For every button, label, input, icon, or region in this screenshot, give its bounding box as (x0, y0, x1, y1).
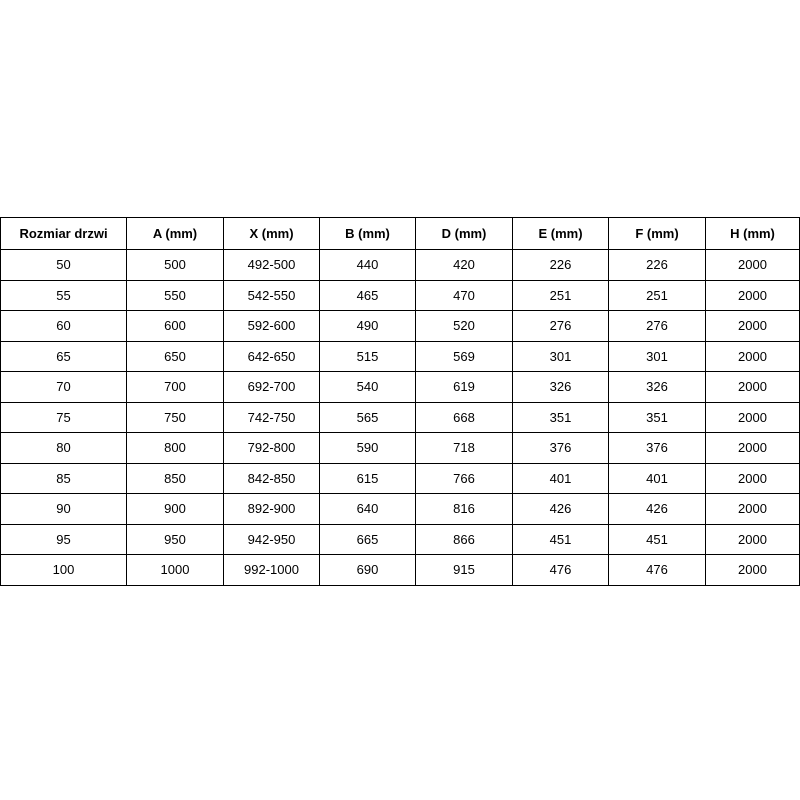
cell-x-mm: 792-800 (224, 433, 320, 464)
table-header-row (1, 218, 800, 250)
cell-d-mm: 619 (416, 372, 513, 403)
table-row (1, 463, 800, 494)
cell-a-mm: 1000 (127, 555, 224, 586)
table-row (1, 250, 800, 281)
header-b-mm: B (mm) (320, 218, 416, 250)
dimensions-table (0, 217, 800, 586)
cell-b-mm: 590 (320, 433, 416, 464)
cell-d-mm: 766 (416, 463, 513, 494)
header-f-mm: F (mm) (609, 218, 706, 250)
cell-b-mm: 690 (320, 555, 416, 586)
cell-e-mm: 451 (513, 524, 609, 555)
cell-door-size: 95 (1, 524, 127, 555)
table-row (1, 494, 800, 525)
cell-f-mm: 376 (609, 433, 706, 464)
cell-a-mm: 950 (127, 524, 224, 555)
cell-f-mm: 401 (609, 463, 706, 494)
cell-door-size: 70 (1, 372, 127, 403)
cell-b-mm: 440 (320, 250, 416, 281)
cell-door-size: 80 (1, 433, 127, 464)
cell-f-mm: 251 (609, 280, 706, 311)
dimensions-table-container (0, 217, 799, 586)
cell-d-mm: 866 (416, 524, 513, 555)
cell-a-mm: 700 (127, 372, 224, 403)
cell-b-mm: 615 (320, 463, 416, 494)
cell-door-size: 100 (1, 555, 127, 586)
cell-h-mm: 2000 (706, 402, 800, 433)
header-e-mm: E (mm) (513, 218, 609, 250)
cell-f-mm: 476 (609, 555, 706, 586)
cell-h-mm: 2000 (706, 341, 800, 372)
cell-f-mm: 451 (609, 524, 706, 555)
cell-d-mm: 420 (416, 250, 513, 281)
table-row (1, 372, 800, 403)
table-row (1, 402, 800, 433)
table-row (1, 555, 800, 586)
cell-d-mm: 668 (416, 402, 513, 433)
cell-d-mm: 915 (416, 555, 513, 586)
cell-a-mm: 600 (127, 311, 224, 342)
cell-h-mm: 2000 (706, 463, 800, 494)
cell-a-mm: 900 (127, 494, 224, 525)
cell-d-mm: 520 (416, 311, 513, 342)
cell-a-mm: 550 (127, 280, 224, 311)
cell-door-size: 85 (1, 463, 127, 494)
cell-h-mm: 2000 (706, 250, 800, 281)
cell-h-mm: 2000 (706, 494, 800, 525)
cell-f-mm: 301 (609, 341, 706, 372)
cell-h-mm: 2000 (706, 555, 800, 586)
cell-e-mm: 401 (513, 463, 609, 494)
cell-b-mm: 565 (320, 402, 416, 433)
cell-a-mm: 650 (127, 341, 224, 372)
cell-b-mm: 540 (320, 372, 416, 403)
cell-f-mm: 276 (609, 311, 706, 342)
cell-d-mm: 569 (416, 341, 513, 372)
cell-a-mm: 800 (127, 433, 224, 464)
header-x-mm: X (mm) (224, 218, 320, 250)
cell-e-mm: 251 (513, 280, 609, 311)
cell-door-size: 65 (1, 341, 127, 372)
cell-x-mm: 692-700 (224, 372, 320, 403)
cell-f-mm: 326 (609, 372, 706, 403)
cell-d-mm: 718 (416, 433, 513, 464)
cell-b-mm: 640 (320, 494, 416, 525)
header-door-size: Rozmiar drzwi (1, 218, 127, 250)
cell-h-mm: 2000 (706, 433, 800, 464)
cell-door-size: 75 (1, 402, 127, 433)
cell-e-mm: 376 (513, 433, 609, 464)
table-row (1, 280, 800, 311)
cell-h-mm: 2000 (706, 311, 800, 342)
cell-door-size: 55 (1, 280, 127, 311)
table-row (1, 433, 800, 464)
cell-f-mm: 426 (609, 494, 706, 525)
cell-e-mm: 301 (513, 341, 609, 372)
cell-f-mm: 226 (609, 250, 706, 281)
cell-x-mm: 742-750 (224, 402, 320, 433)
header-d-mm: D (mm) (416, 218, 513, 250)
cell-x-mm: 892-900 (224, 494, 320, 525)
cell-d-mm: 816 (416, 494, 513, 525)
header-h-mm: H (mm) (706, 218, 800, 250)
cell-b-mm: 515 (320, 341, 416, 372)
table-row (1, 524, 800, 555)
cell-door-size: 50 (1, 250, 127, 281)
table-body (1, 250, 800, 586)
cell-e-mm: 276 (513, 311, 609, 342)
cell-e-mm: 426 (513, 494, 609, 525)
cell-h-mm: 2000 (706, 524, 800, 555)
cell-e-mm: 326 (513, 372, 609, 403)
cell-e-mm: 351 (513, 402, 609, 433)
cell-a-mm: 750 (127, 402, 224, 433)
cell-b-mm: 490 (320, 311, 416, 342)
cell-x-mm: 542-550 (224, 280, 320, 311)
cell-a-mm: 500 (127, 250, 224, 281)
cell-e-mm: 226 (513, 250, 609, 281)
cell-x-mm: 492-500 (224, 250, 320, 281)
cell-door-size: 90 (1, 494, 127, 525)
cell-a-mm: 850 (127, 463, 224, 494)
cell-f-mm: 351 (609, 402, 706, 433)
table-row (1, 341, 800, 372)
cell-d-mm: 470 (416, 280, 513, 311)
cell-b-mm: 465 (320, 280, 416, 311)
cell-x-mm: 992-1000 (224, 555, 320, 586)
cell-h-mm: 2000 (706, 280, 800, 311)
cell-h-mm: 2000 (706, 372, 800, 403)
cell-door-size: 60 (1, 311, 127, 342)
cell-x-mm: 842-850 (224, 463, 320, 494)
table-row (1, 311, 800, 342)
cell-b-mm: 665 (320, 524, 416, 555)
cell-x-mm: 942-950 (224, 524, 320, 555)
cell-x-mm: 592-600 (224, 311, 320, 342)
cell-x-mm: 642-650 (224, 341, 320, 372)
header-a-mm: A (mm) (127, 218, 224, 250)
cell-e-mm: 476 (513, 555, 609, 586)
